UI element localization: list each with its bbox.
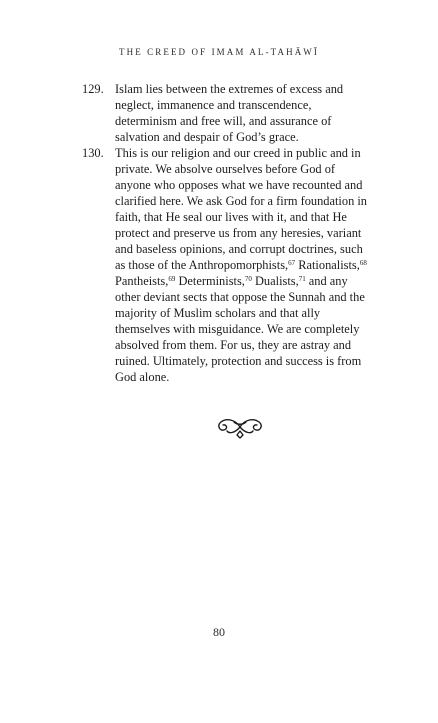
footnote-ref: 69 <box>168 275 176 283</box>
footnote-ref: 68 <box>359 259 367 267</box>
item-number: 129. <box>82 82 104 96</box>
text-segment: Islam lies between the extremes of excess and neglect, immanence and transcendence, determinism and free will, and assurance of salvation and despair of God’s grace. <box>115 82 344 144</box>
text-segment: Rationalists, <box>295 258 360 272</box>
fleuron-ornament-icon <box>215 415 265 439</box>
item-text <box>115 145 372 385</box>
page-number: 80 <box>213 625 225 639</box>
item-list <box>82 81 372 385</box>
footnote-ref: 70 <box>244 275 252 283</box>
item-text <box>115 81 372 145</box>
running-head: THE CREED OF IMAM AL-TAHĀWĪ <box>119 47 319 57</box>
text-segment: and any other deviant sects that oppose the Sunnah and the majority of Muslim scholars and that ally themselves with misguidance. We are completely absolved from them. For us, they are astray and ruined. Ultimately, protection and success is from God alone. <box>115 274 365 384</box>
list-item <box>82 145 372 385</box>
text-segment: This is our religion and our creed in public and in private. We absolve ourselves before God of anyone who opposes what we have recounted and clarified here. We ask God for a firm foundation in faith, that He seal our lives with it, and that He protect and preserve us from any heresies, variant and baseless opinions, and corrupt doctrines, such as those of the Anthropomorphists, <box>115 146 368 272</box>
text-segment: Determinists, <box>175 274 245 288</box>
text-segment: Dualists, <box>251 274 299 288</box>
text-segment: Pantheists, <box>115 274 169 288</box>
item-number: 130. <box>82 146 104 160</box>
footnote-ref: 67 <box>288 259 296 267</box>
list-item <box>82 81 372 145</box>
footnote-ref: 71 <box>298 275 306 283</box>
